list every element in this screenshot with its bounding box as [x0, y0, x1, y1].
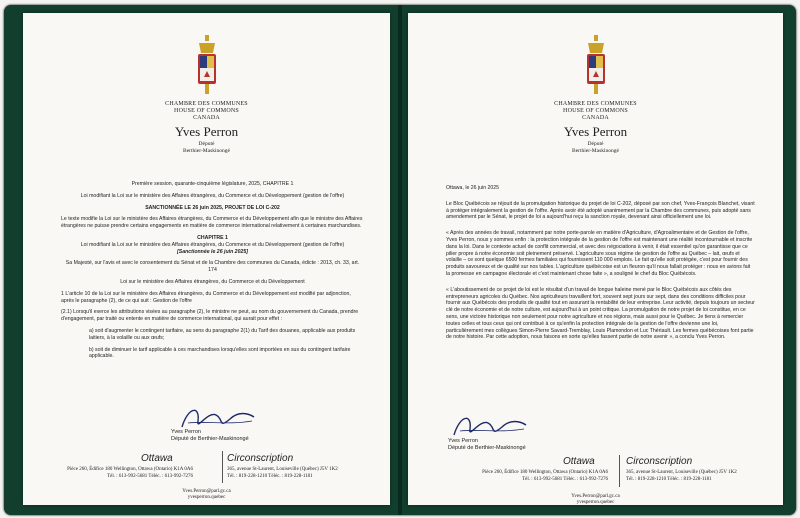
letterhead: [23, 101, 390, 122]
riding: Berthier-Maskinongé: [183, 148, 230, 154]
clause-b: b) soit de diminuer le tarif applicable à ces marchandises lorsqu'elles sont importées en sus du contingent tarifaire applicable.: [89, 346, 351, 360]
email: Yves.Perron@parl.gc.ca: [571, 494, 620, 499]
section-1: 1 L'article 10 de la Loi sur le ministère des Affaires étrangères, du Commerce et du Développement est modifié par adjonction, après le paragraphe (2), de ce qui suit : Gestion de l'offre: [61, 290, 351, 304]
ottawa-address: [43, 466, 193, 480]
member-name: Yves Perron: [174, 124, 239, 139]
member-name: Yves Perron: [563, 124, 628, 139]
intro-paragraph: Le Bloc Québécois se réjouit de la promulgation historique du projet de loi C-202, déposé par son chef, Yves-François Blanchet, visant à protéger intégralement la gestion de l'offre. Après avoir été adopté unanimement par la Chambre des communes, puis adopté sans amendement par le Sénat, le projet de loi a aujourd'hui reçu la sanction royale, devenant ainsi officiellement une loi.: [446, 200, 755, 221]
ottawa-street: Pièce 260, Édifice 180 Wellington, Ottawa (Ontario) K1A 0A6: [67, 467, 193, 472]
house-name-fr: CHAMBRE DES COMMUNES: [554, 101, 637, 107]
member-role: [408, 141, 783, 155]
signer-title: Député de Berthier-Maskinongé: [448, 445, 526, 451]
house-of-commons-crest-icon: [196, 33, 218, 95]
clause-a: a) soit d'augmenter le contingent tarifaire, au sens du paragraphe 2(1) du Tarif des douanes, applicable aux produits laitiers, à la volaille ou aux œufs;: [89, 327, 356, 341]
press-release-text: [446, 185, 755, 346]
country: CANADA: [193, 115, 220, 121]
office-ottawa-label: Ottawa: [141, 453, 173, 464]
summary-paragraph: Le texte modifie la Loi sur le ministère des Affaires étrangères, du Commerce et du Développement afin que le ministre des Affaires étrangères ne puisse prendre certains engagements en matière de commerce international relativement à certaines marchandises.: [61, 216, 363, 230]
riding-street: 365, avenue St-Laurent, Louiseville (Québec) J5V 1K2: [227, 467, 338, 472]
ottawa-phone: Tél. : 613-992-5681 Téléc. : 613-992-7276: [107, 474, 193, 479]
session-line: Première session, quarante-cinquième législature, 2025, CHAPITRE 1: [131, 181, 294, 187]
riding: Berthier-Maskinongé: [572, 148, 619, 154]
office-riding-label: Circonscription: [227, 453, 294, 464]
riding-phone: Tél. : 819-228-1210 Téléc. : 819-228-1181: [626, 477, 712, 482]
house-name-en: HOUSE OF COMMONS: [563, 108, 628, 114]
riding-phone: Tél. : 819-228-1210 Téléc. : 819-228-1181: [227, 474, 313, 479]
signature-block: [171, 429, 249, 443]
role-title: Député: [587, 141, 604, 147]
signature-block: [448, 438, 526, 452]
signer-name: Yves Perron: [448, 438, 478, 444]
country: CANADA: [582, 115, 609, 121]
chapter-title: Loi modifiant la Loi sur le ministère des Affaires étrangères, du Commerce et du Développement (gestion de l'offre): [80, 241, 345, 248]
ottawa-address: [438, 469, 608, 483]
member-role: [23, 141, 390, 155]
signer-title: Député de Berthier-Maskinongé: [171, 436, 249, 442]
quote-perron: « L'aboutissement de ce projet de loi est le résultat d'un travail de longue haleine mené par le Bloc Québécois aux côtés des entrepreneurs agricoles du Québec. Nos agriculteurs travaillent fort, souvent sept jours sur sept, dans des conditions difficiles pour fournir aux Québécois des produits de qualité tout en assurant la rentabilité de leur entreprise. Leur activité, depuis toujours un secteur clé de notre économie et de notre culture, est aujourd'hui à un point critique. La promulgation de notre projet de loi constitue, en ce sens, une victoire historique non seulement pour notre agriculture et nos régions, mais aussi pour le Québec. Je tiens à remercier toutes celles et tous ceux qui ont contribué à ce qu'enfin la protection intégrale de la gestion de l'offre devienne une loi, particulièrement mes collègues Simon-Pierre Savard-Tremblay, Louis Plamondon et Luc Thériault. Les fermes québécoises font partie de notre histoire. Par cette adoption, nous faisons en sorte qu'elles fassent partie de notre avenir », a conclu Yves Perron.: [446, 286, 755, 341]
ottawa-phone: Tél. : 613-992-5681 Téléc. : 613-992-7276: [522, 477, 608, 482]
folder-spine: [398, 5, 402, 515]
riding-address: [227, 466, 377, 480]
house-of-commons-crest-icon: [585, 33, 607, 95]
chapter-heading: CHAPITRE 1: [197, 234, 228, 241]
letterhead: [408, 101, 783, 122]
office-ottawa-label: Ottawa: [563, 456, 595, 467]
house-name-fr: CHAMBRE DES COMMUNES: [165, 101, 248, 107]
website: yvesperron.quebec: [576, 500, 615, 505]
contact-footer: [23, 489, 390, 501]
address-divider: [222, 451, 223, 483]
dateline: Ottawa, le 26 juin 2025: [446, 185, 500, 191]
address-divider: [619, 455, 620, 487]
ottawa-street: Pièce 260, Édifice 180 Wellington, Ottawa (Ontario) K1A 0A6: [482, 470, 608, 475]
signer-name: Yves Perron: [171, 429, 201, 435]
office-riding-label: Circonscription: [626, 456, 693, 467]
assent-heading: SANCTIONNÉE LE 26 juin 2025, PROJET DE LOI C-202: [145, 204, 280, 211]
bill-title: Loi modifiant la Loi sur le ministère des Affaires étrangères, du Commerce et du Développement (gestion de l'offre): [80, 192, 345, 199]
house-name-en: HOUSE OF COMMONS: [174, 108, 239, 114]
role-title: Député: [198, 141, 215, 147]
riding-address: [626, 469, 776, 483]
website: yvesperron.quebec: [187, 495, 226, 500]
subsection-2-1: (2.1) Lorsqu'il exerce les attributions visées au paragraphe (2), le ministre ne peut, au nom du gouvernement du Canada, prendre d'engagement, par traité ou entente en matière de commerce international, qui aurait pour effet :: [61, 309, 359, 323]
act-title: Loi sur le ministère des Affaires étrangères, du Commerce et du Développement: [120, 278, 305, 285]
riding-street: 365, avenue St-Laurent, Louiseville (Québec) J5V 1K2: [626, 470, 737, 475]
contact-footer: [408, 494, 783, 505]
quote-chef: « Après des années de travail, notamment par notre porte-parole en matière d'Agriculture, d'Agroalimentaire et de Gestion de l'offre, Yves Perron, nous y sommes enfin : la protection intégrale de la gestion de l'offre est maintenant une réalité incontournable et inscrite dans la loi. Dans le contexte actuel de conflit commercial, et avec des négociations à venir, il était essentiel qu'on garantisse que ce pilier propre à notre économie soit pleinement préservé. L'agriculture sous régime de gestion de l'offre au Québec – lait, œufs et volaille – ce sont quelque 6500 fermes familiales qui fournissent 110 000 emplois. Le fait qu'elle soit protégée, c'est pour fournir des produits savoureux et de qualité sur nos tables. L'agriculture québécoise est un fleuron qu'il nous fallait protéger : nous en avions fait la promesse en campagne électorale et c'est maintenant chose faite », a souligné le chef du Bloc Québécois.: [446, 230, 753, 277]
email: Yves.Perron@parl.gc.ca: [182, 489, 231, 494]
assent-date: [Sanctionnée le 26 juin 2025]: [177, 248, 248, 255]
enacting-clause: Sa Majesté, sur l'avis et avec le consentement du Sénat et de la Chambre des communes du Canada, édicte : 2013, ch. 33, art. 174: [65, 260, 360, 274]
bill-page: [23, 13, 390, 505]
press-release-page: [408, 13, 783, 505]
bill-text: [61, 181, 364, 365]
